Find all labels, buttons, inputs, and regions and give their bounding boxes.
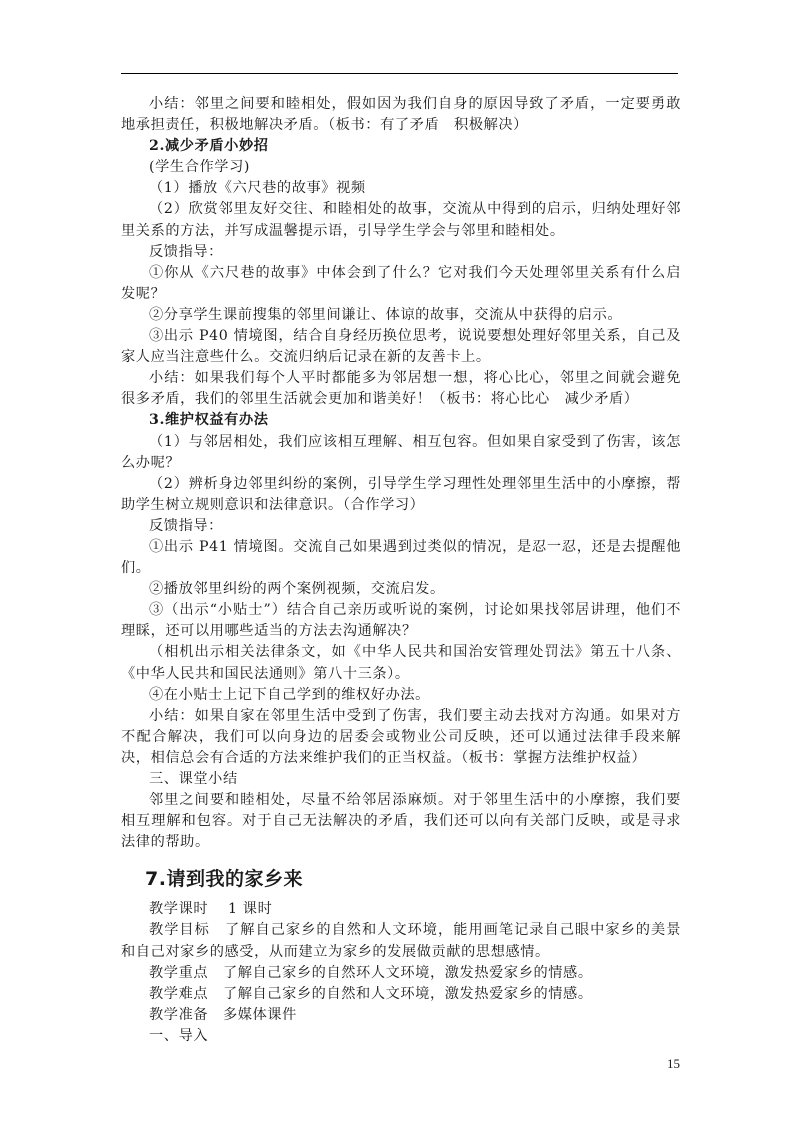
- lesson-meta: 教学课时 1 课时: [149, 901, 273, 918]
- paragraph: （2）辨析身边邻里纠纷的案例，引导学生学习理性处理邻里生活中的小摩擦，帮助学生树立规则意识和法律意识。（合作学习）: [121, 475, 681, 513]
- lesson-meta: 教学重点 了解自己家乡的自然环人文环境，激发热爱家乡的情感。: [149, 964, 593, 981]
- body-text: [121, 94, 681, 1047]
- paragraph: (学生合作学习): [149, 159, 250, 176]
- section-heading: 一、导入: [149, 1027, 209, 1044]
- page-number: 15: [667, 1056, 680, 1071]
- paragraph: ③出示 P40 情境图，结合自身经历换位思考，说说要想处理好邻里关系，自己及家人应当注意些什么。交流归纳后记录在新的友善卡上。: [121, 328, 681, 366]
- paragraph: ②分享学生课前搜集的邻里间谦让、体谅的故事，交流从中获得的启示。: [149, 306, 623, 323]
- paragraph: （1）播放《六尺巷的故事》视频: [149, 180, 366, 197]
- paragraph: 反馈指导：: [149, 517, 223, 534]
- paragraph: 小结：邻里之间要和睦相处，假如因为我们自身的原因导致了矛盾，一定要勇敢地承担责任，积极地解决矛盾。（板书：有了矛盾 积极解决）: [121, 96, 681, 134]
- paragraph: （1）与邻居相处，我们应该相互理解、相互包容。但如果自家受到了伤害，该怎么办呢？: [121, 433, 681, 471]
- paragraph: 小结：如果我们每个人平时都能多为邻居想一想，将心比心，邻里之间就会避免很多矛盾，我们的邻里生活就会更加和谐美好！（板书：将心比心 减少矛盾）: [121, 370, 681, 408]
- paragraph: 邻里之间要和睦相处，尽量不给邻居添麻烦。对于邻里生活中的小摩擦，我们要相互理解和包容。对于自己无法解决的矛盾，我们还可以向有关部门反映，或是寻求法律的帮助。: [121, 792, 681, 851]
- paragraph: 小结：如果自家在邻里生活中受到了伤害，我们要主动去找对方沟通。如果对方不配合解决，我们可以向身边的居委会或物业公司反映，还可以通过法律手段来解决，相信总会有合适的方法来维护我们的正当权益。（板书：掌握方法维护权益）: [121, 707, 681, 766]
- lesson-meta: 教学目标 了解自己家乡的自然和人文环境，能用画笔记录自己眼中家乡的美景和自己对家乡的感受，从而建立为家乡的发展做贡献的思想感情。: [121, 922, 681, 960]
- paragraph: （相机出示相关法律条文，如《中华人民共和国治安管理处罚法》第五十八条、《中华人民共和国民法通则》第八十三条）。: [121, 644, 681, 682]
- paragraph: ②播放邻里纠纷的两个案例视频，交流启发。: [149, 581, 445, 598]
- paragraph: （2）欣赏邻里友好交往、和睦相处的故事，交流从中得到的启示，归纳处理好邻里关系的方法，并写成温馨提示语，引导学生学会与邻里和睦相处。: [121, 201, 681, 239]
- section-heading: 三、课堂小结: [149, 771, 238, 787]
- paragraph: ③（出示“小贴士”）结合自己亲历或听说的案例，讨论如果找邻居讲理，他们不理睬，还可以用哪些适当的方法去沟通解决？: [121, 602, 681, 640]
- paragraph: ④在小贴士上记下自己学到的维权好办法。: [149, 686, 430, 703]
- section-heading: 3.维护权益有办法: [149, 412, 269, 429]
- lesson-heading: 7.请到我的家乡来: [145, 868, 303, 891]
- section-heading: 2.减少矛盾小妙招: [149, 138, 269, 155]
- lesson-meta: 教学难点 了解自己家乡的自然和人文环境，激发热爱家乡的情感。: [149, 985, 593, 1002]
- lesson-meta: 教学准备 多媒体课件: [149, 1006, 297, 1023]
- paragraph: ①出示 P41 情境图。交流自己如果遇到过类似的情况，是忍一忍，还是去提醒他们。: [121, 538, 681, 577]
- paragraph: ①你从《六尺巷的故事》中体会到了什么？它对我们今天处理邻里关系有什么启发呢？: [121, 264, 681, 302]
- paragraph: 反馈指导：: [149, 243, 223, 260]
- header-rule: [121, 73, 678, 74]
